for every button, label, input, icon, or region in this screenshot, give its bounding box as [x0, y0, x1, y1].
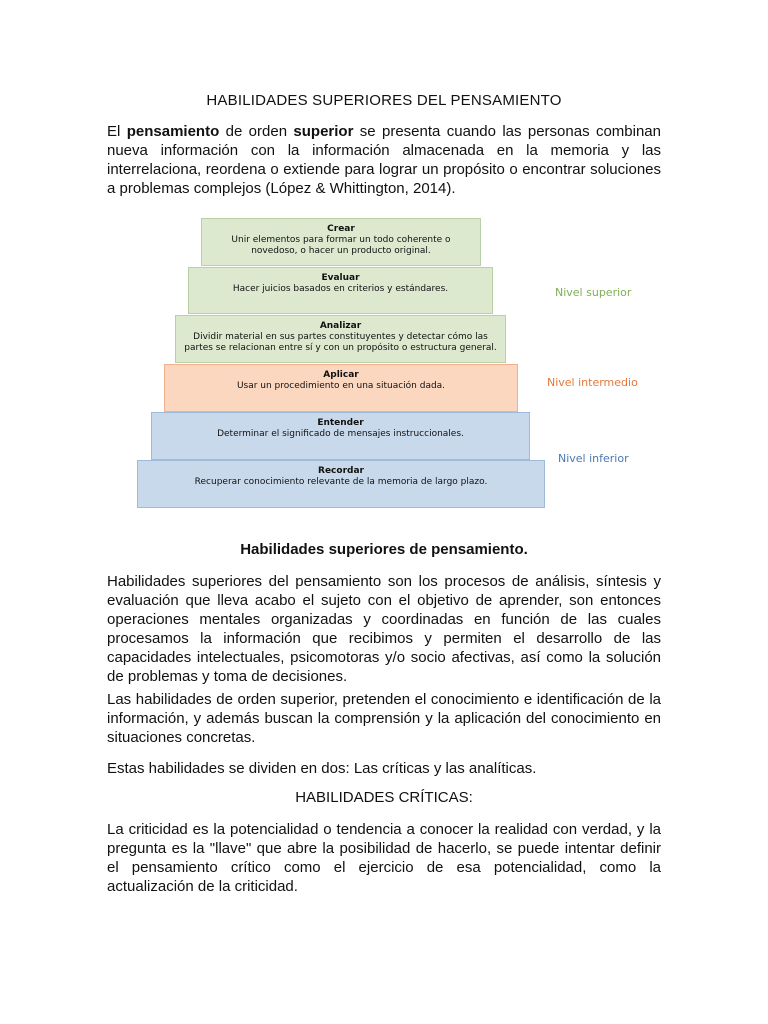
pyramid-level-entender: [151, 412, 530, 460]
intro-bold-pensamiento: pensamiento: [126, 123, 220, 140]
level-description: Unir elementos para formar un todo coherente o novedoso, o hacer un producto original.: [231, 235, 451, 256]
pyramid-level-evaluar: [188, 267, 493, 314]
label-nivel-intermedio: Nivel intermedio: [547, 376, 638, 389]
intro-bold-superior: superior: [293, 123, 354, 140]
paragraph-division: Estas habilidades se dividen en dos: Las críticas y las analíticas.: [107, 760, 537, 777]
level-title: Recordar: [318, 466, 364, 476]
paragraph-orden-superior: Las habilidades de orden superior, pretenden el conocimiento e identificación de la información, y además buscan la comprensión y la aplicación del conocimiento en situaciones concretas.: [107, 691, 661, 746]
pyramid-level-analizar: [175, 315, 506, 363]
intro-paragraph: [107, 122, 661, 198]
level-title: Analizar: [319, 321, 362, 331]
pyramid-level-crear: [201, 218, 481, 266]
level-description: Determinar el significado de mensajes instruccionales.: [217, 429, 464, 439]
section-heading-criticas: HABILIDADES CRÍTICAS:: [295, 789, 473, 806]
paragraph-definition: Habilidades superiores del pensamiento son los procesos de análisis, síntesis y evaluación que lleva acabo el sujeto con el objetivo de aprender, son entonces operaciones mentales organizadas y coordinadas en función de las cuales procesamos la información que recibimos y permiten el desarrollo de las capacidades intelectuales, psicomotoras y/o socio afectivas, así como la solución de problemas y toma de decisiones.: [107, 573, 661, 685]
figure-caption: Habilidades superiores de pensamiento.: [240, 541, 528, 558]
page-title: HABILIDADES SUPERIORES DEL PENSAMIENTO: [206, 92, 562, 109]
level-description: Hacer juicios basados en criterios y estándares.: [232, 284, 449, 294]
level-title: Evaluar: [321, 273, 360, 283]
intro-text-1: El: [107, 123, 121, 140]
level-title: Crear: [327, 224, 355, 234]
level-description: Recuperar conocimiento relevante de la memoria de largo plazo.: [194, 477, 488, 487]
label-nivel-inferior: Nivel inferior: [558, 452, 629, 465]
label-nivel-superior: Nivel superior: [555, 286, 632, 299]
intro-text-3: se presenta cuando las personas combinan nueva información con la información almacenada en la memoria y las interrelaciona, reordena o extiende para lograr un propósito o encontrar soluciones a problemas complejos (López & Whittington, 2014).: [107, 123, 661, 197]
level-description: Usar un procedimiento en una situación dada.: [236, 381, 446, 391]
pyramid-level-aplicar: [164, 364, 518, 412]
level-title: Entender: [317, 418, 364, 428]
paragraph-criticidad: La criticidad es la potencialidad o tendencia a conocer la realidad con verdad, y la pregunta es la "llave" que abre la posibilidad de hacerlo, se puede intentar definir el pensamiento crítico como el ejercicio de esa potencialidad, como la actualización de la criticidad.: [107, 821, 661, 895]
level-title: Aplicar: [323, 370, 359, 380]
intro-text-2: de orden: [219, 123, 294, 140]
pyramid-level-recordar: [137, 460, 545, 508]
level-description: Dividir material en sus partes constituyentes y detectar cómo las partes se relacionan entre sí y con un propósito o estructura general.: [184, 332, 497, 353]
